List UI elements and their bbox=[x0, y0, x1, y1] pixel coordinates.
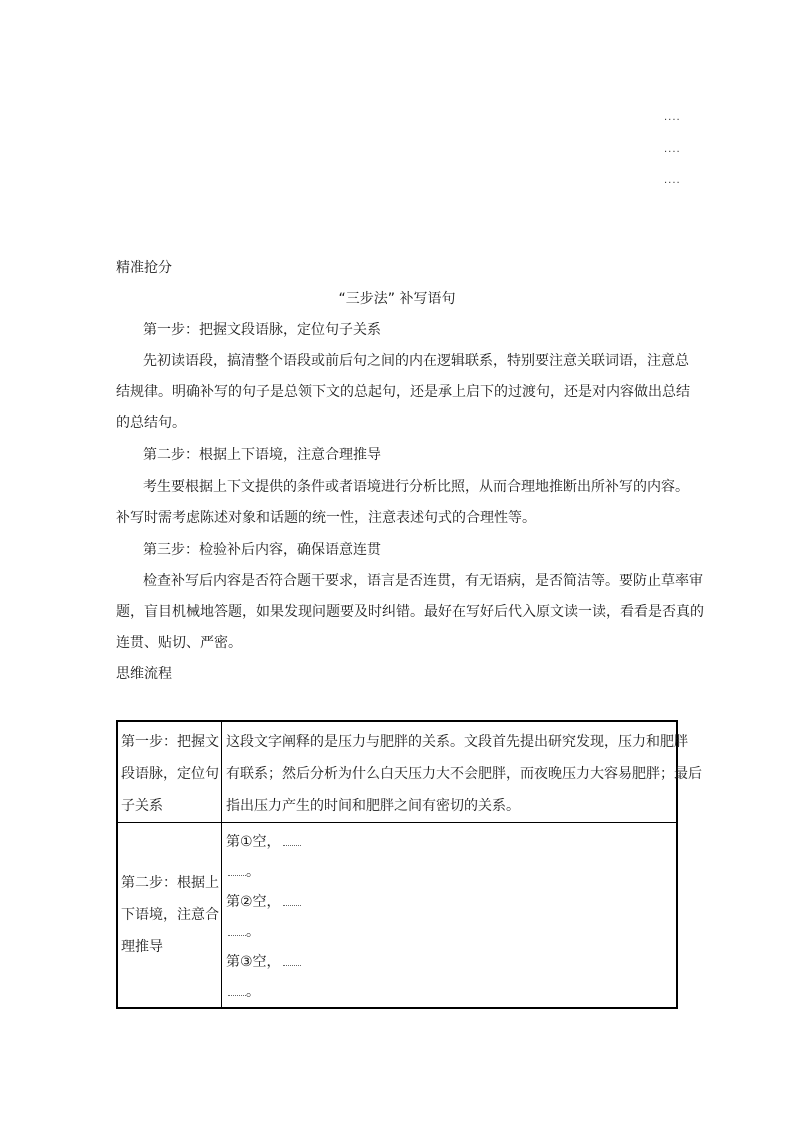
step2-line2: 补写时需考虑陈述对象和话题的统一性，注意表述句式的合理性等。 bbox=[116, 510, 536, 526]
flow-row2-blanks bbox=[222, 823, 678, 1009]
content-line: 指出压力产生的时间和肥胖之间有密切的关系。 bbox=[226, 798, 520, 814]
step1-line2: 结规律。明确补写的句子是总领下文的总起句，还是承上启下的过渡句，还是对内容做出总结 bbox=[116, 384, 690, 400]
flow-table bbox=[116, 720, 702, 1009]
blank-label: 第②空， bbox=[226, 894, 281, 910]
blank-end: 。 bbox=[246, 924, 260, 940]
fill-blank[interactable] bbox=[283, 835, 301, 846]
fill-blank[interactable] bbox=[228, 865, 246, 876]
step3-line2: 题，盲目机械地答题，如果发现问题要及时纠错。最好在写好后代入原文读一读，看看是否真的 bbox=[116, 604, 704, 620]
blank-end: 。 bbox=[246, 864, 260, 880]
step1-line3: 的总结句。 bbox=[116, 415, 186, 431]
fill-blank[interactable] bbox=[228, 985, 246, 996]
label-line: 理推导 bbox=[121, 939, 163, 955]
step3-line3: 连贯、贴切、严密。 bbox=[116, 635, 242, 651]
label-line: 第二步：根据上 bbox=[121, 875, 219, 891]
blank-2-end bbox=[226, 917, 672, 947]
label-line: 子关系 bbox=[121, 798, 163, 814]
content-line: 这段文字阐释的是压力与肥胖的关系。文段首先提出研究发现，压力和肥胖 bbox=[226, 734, 688, 750]
flow-row2-label bbox=[117, 823, 222, 1009]
header-mark: .... bbox=[664, 144, 681, 155]
content-line: 有联系；然后分析为什么白天压力大不会肥胖，而夜晚压力大容易肥胖；最后 bbox=[226, 766, 702, 782]
blank-3 bbox=[226, 947, 672, 977]
header-mark: .... bbox=[664, 112, 681, 123]
blank-3-end bbox=[226, 977, 672, 1007]
blank-2 bbox=[226, 887, 672, 917]
fill-blank[interactable] bbox=[283, 895, 301, 906]
blank-label: 第①空， bbox=[226, 834, 281, 850]
flow-row-2 bbox=[117, 823, 677, 1009]
step1-line1: 先初读语段，搞清整个语段或前后句之间的内在逻辑联系，特别要注意关联词语，注意总 bbox=[143, 353, 689, 369]
flow-row-1 bbox=[117, 721, 677, 823]
flow-row1-content bbox=[222, 721, 702, 823]
step2-heading: 第二步：根据上下语境，注意合理推导 bbox=[143, 447, 381, 463]
step3-line1: 检查补写后内容是否符合题干要求，语言是否连贯，有无语病，是否简洁等。要防止草率审 bbox=[143, 573, 703, 589]
blank-end: 。 bbox=[246, 984, 260, 1000]
fill-blank[interactable] bbox=[283, 955, 301, 966]
label-line: 第一步：把握文 bbox=[121, 734, 219, 750]
blank-1 bbox=[226, 827, 672, 857]
flow-heading: 思维流程 bbox=[116, 666, 172, 682]
step3-heading: 第三步：检验补后内容，确保语意连贯 bbox=[143, 542, 381, 558]
step2-line1: 考生要根据上下文提供的条件或者语境进行分析比照，从而合理地推断出所补写的内容。 bbox=[143, 479, 689, 495]
blank-1-end bbox=[226, 857, 672, 887]
blank-label: 第③空， bbox=[226, 954, 281, 970]
flow-row1-label bbox=[117, 721, 222, 823]
fill-blank[interactable] bbox=[228, 925, 246, 936]
label-line: 段语脉，定位句 bbox=[121, 766, 219, 782]
section-heading: 精准抢分 bbox=[116, 260, 172, 276]
method-title: “三步法” 补写语句 bbox=[338, 291, 456, 307]
label-line: 下语境，注意合 bbox=[121, 907, 219, 923]
header-mark: .... bbox=[664, 175, 681, 186]
step1-heading: 第一步：把握文段语脉，定位句子关系 bbox=[143, 322, 381, 338]
